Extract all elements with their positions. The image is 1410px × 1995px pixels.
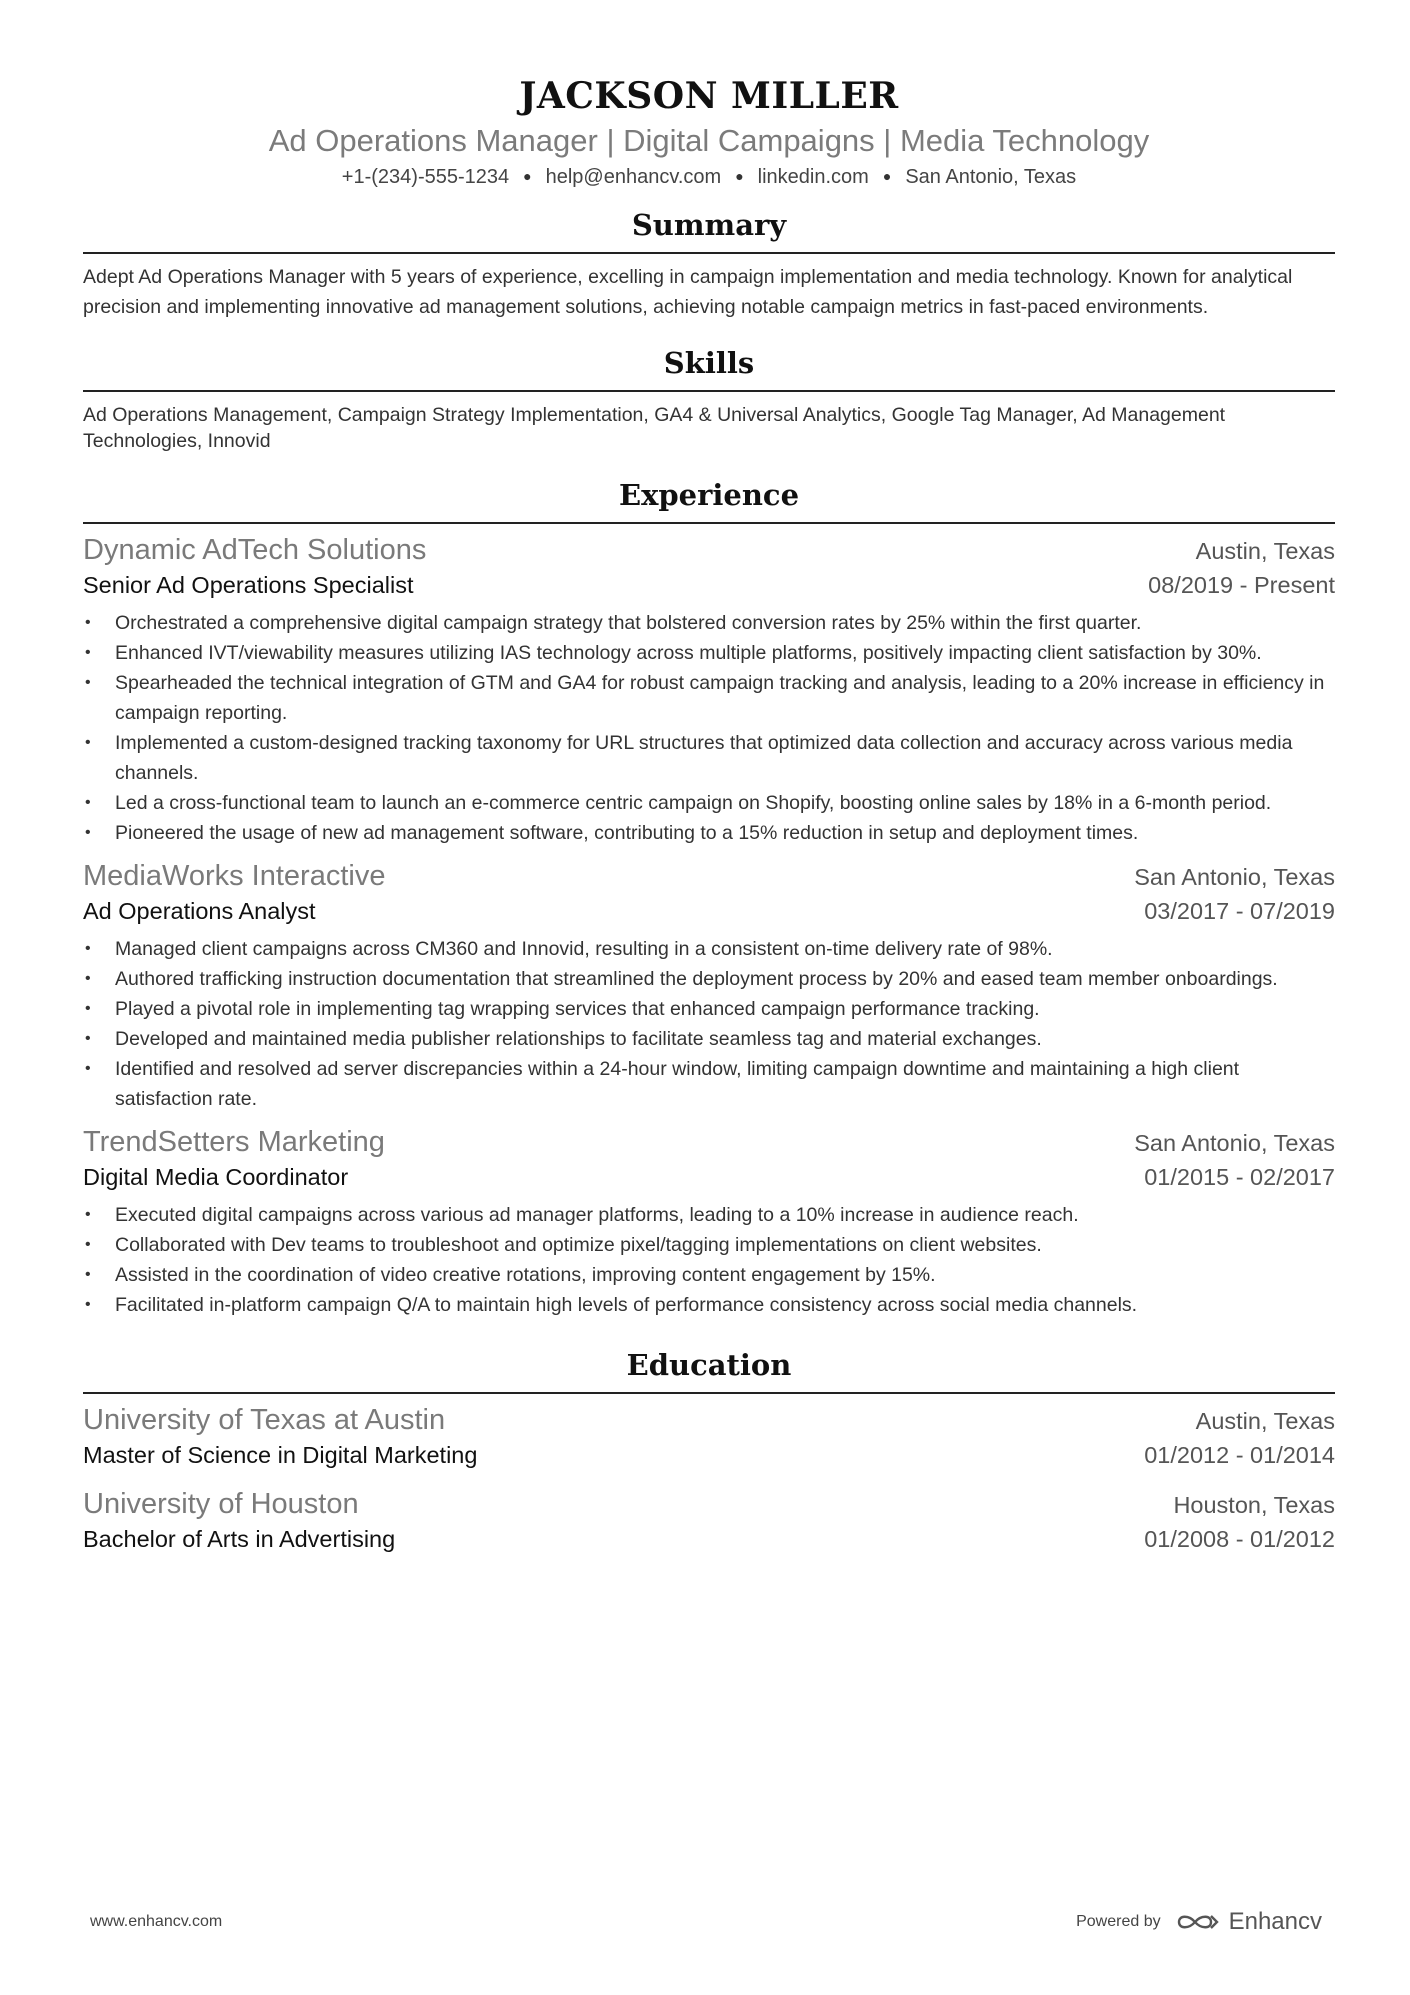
brand-name: Enhancv: [1228, 1908, 1322, 1935]
degree-title: Bachelor of Arts in Advertising: [83, 1526, 396, 1552]
powered-by-label: Powered by: [1076, 1913, 1161, 1930]
section-divider: [83, 522, 1335, 524]
summary-text: Adept Ad Operations Manager with 5 years of experience, excelling in campaign implementation and media technology. Known for analytical precision and implementing innovative ad management solutions, achieving notable campaign metrics in fast-paced environments.: [83, 266, 1293, 318]
contact-line: [83, 162, 1335, 191]
job-title: Ad Operations Analyst: [83, 898, 316, 924]
list-item: • Developed and maintained media publisher relationships to facilitate seamless tag and material exchanges.: [83, 1024, 1335, 1054]
section-title-skills: Skills: [663, 346, 755, 380]
section-title-experience: Experience: [618, 478, 800, 512]
list-item: • Pioneered the usage of new ad management software, contributing to a 15% reduction in setup and deployment times.: [83, 818, 1335, 848]
resume-header: [83, 0, 1335, 191]
job-title: Senior Ad Operations Specialist: [83, 572, 414, 598]
job-title: Digital Media Coordinator: [83, 1164, 349, 1190]
achievement-list: [83, 608, 1335, 848]
resume-page: [83, 0, 1335, 1995]
candidate-headline: Ad Operations Manager | Digital Campaigns | Media Technology: [268, 123, 1150, 158]
bullet-separator-icon: ●: [735, 168, 744, 184]
experience-entry: [83, 530, 1335, 848]
school-name: University of Houston: [83, 1488, 359, 1520]
list-item: • Enhanced IVT/viewability measures utilizing IAS technology across multiple platforms, positively impacting client satisfaction by 30%.: [83, 638, 1335, 668]
contact-linkedin[interactable]: linkedin.com: [757, 166, 869, 188]
education-dates: 01/2012 - 01/2014: [1144, 1442, 1335, 1468]
list-item: • Assisted in the coordination of video creative rotations, improving content engagement by 15%.: [83, 1260, 1335, 1290]
summary-section: [83, 206, 1335, 322]
footer-website[interactable]: www.enhancv.com: [90, 1913, 223, 1930]
company-name: TrendSetters Marketing: [83, 1126, 385, 1158]
company-name: Dynamic AdTech Solutions: [83, 534, 427, 566]
list-item: • Led a cross-functional team to launch an e-commerce centric campaign on Shopify, boosting online sales by 18% in a 6-month period.: [83, 788, 1335, 818]
list-item: • Facilitated in-platform campaign Q/A to maintain high levels of performance consistency across social media channels.: [83, 1290, 1335, 1320]
skills-section: [83, 344, 1335, 454]
job-location: Austin, Texas: [1195, 538, 1335, 564]
experience-entry: [83, 1122, 1335, 1320]
contact-phone: +1-(234)-555-1234: [341, 166, 510, 188]
contact-location: San Antonio, Texas: [905, 166, 1077, 188]
list-item: • Authored trafficking instruction documentation that streamlined the deployment process by 20% and eased team member onboardings.: [83, 964, 1335, 994]
section-divider: [83, 252, 1335, 254]
list-item: • Orchestrated a comprehensive digital campaign strategy that bolstered conversion rates by 25% within the first quarter.: [83, 608, 1335, 638]
company-name: MediaWorks Interactive: [83, 860, 386, 892]
skills-text: Ad Operations Management, Campaign Strategy Implementation, GA4 & Universal Analytics, Google Tag Manager, Ad Management Technologies, Innovid: [83, 404, 1226, 452]
degree-title: Master of Science in Digital Marketing: [83, 1442, 478, 1468]
school-location: Austin, Texas: [1195, 1408, 1335, 1434]
education-section: [83, 1346, 1335, 1556]
job-location: San Antonio, Texas: [1134, 864, 1335, 890]
experience-section: [83, 476, 1335, 1320]
section-title-summary: Summary: [631, 208, 787, 242]
bullet-separator-icon: ●: [882, 168, 892, 184]
achievement-list: [83, 1200, 1335, 1320]
list-item: • Identified and resolved ad server discrepancies within a 24-hour window, limiting campaign downtime and maintaining a high client satisfaction rate.: [83, 1054, 1335, 1114]
education-entry: [83, 1484, 1335, 1556]
section-divider: [83, 390, 1335, 392]
school-name: University of Texas at Austin: [83, 1404, 446, 1436]
job-location: San Antonio, Texas: [1134, 1130, 1335, 1156]
education-dates: 01/2008 - 01/2012: [1144, 1526, 1335, 1552]
job-dates: 01/2015 - 02/2017: [1144, 1164, 1335, 1190]
list-item: • Executed digital campaigns across various ad manager platforms, leading to a 10% increase in audience reach.: [83, 1200, 1335, 1230]
enhancv-brand[interactable]: [1175, 1908, 1322, 1936]
list-item: • Implemented a custom-designed tracking taxonomy for URL structures that optimized data collection and accuracy across various media channels.: [83, 728, 1335, 788]
section-divider: [83, 1392, 1335, 1394]
job-dates: 08/2019 - Present: [1148, 572, 1335, 598]
experience-entry: [83, 856, 1335, 1114]
bullet-separator-icon: ●: [523, 168, 532, 184]
page-footer: [90, 1908, 1322, 1936]
list-item: • Managed client campaigns across CM360 and Innovid, resulting in a consistent on-time delivery rate of 98%.: [83, 934, 1335, 964]
enhancv-logo-icon: [1175, 1910, 1221, 1934]
contact-email[interactable]: help@enhancv.com: [545, 166, 722, 188]
list-item: • Spearheaded the technical integration of GTM and GA4 for robust campaign tracking and analysis, leading to a 20% increase in efficiency in campaign reporting.: [83, 668, 1335, 728]
job-dates: 03/2017 - 07/2019: [1144, 898, 1335, 924]
candidate-name: JACKSON MILLER: [519, 75, 899, 117]
list-item: • Played a pivotal role in implementing tag wrapping services that enhanced campaign performance tracking.: [83, 994, 1335, 1024]
achievement-list: [83, 934, 1335, 1114]
powered-by: [1076, 1908, 1322, 1936]
education-entry: [83, 1400, 1335, 1472]
list-item: • Collaborated with Dev teams to troubleshoot and optimize pixel/tagging implementations on client websites.: [83, 1230, 1335, 1260]
section-title-education: Education: [626, 1348, 792, 1382]
school-location: Houston, Texas: [1173, 1492, 1335, 1518]
